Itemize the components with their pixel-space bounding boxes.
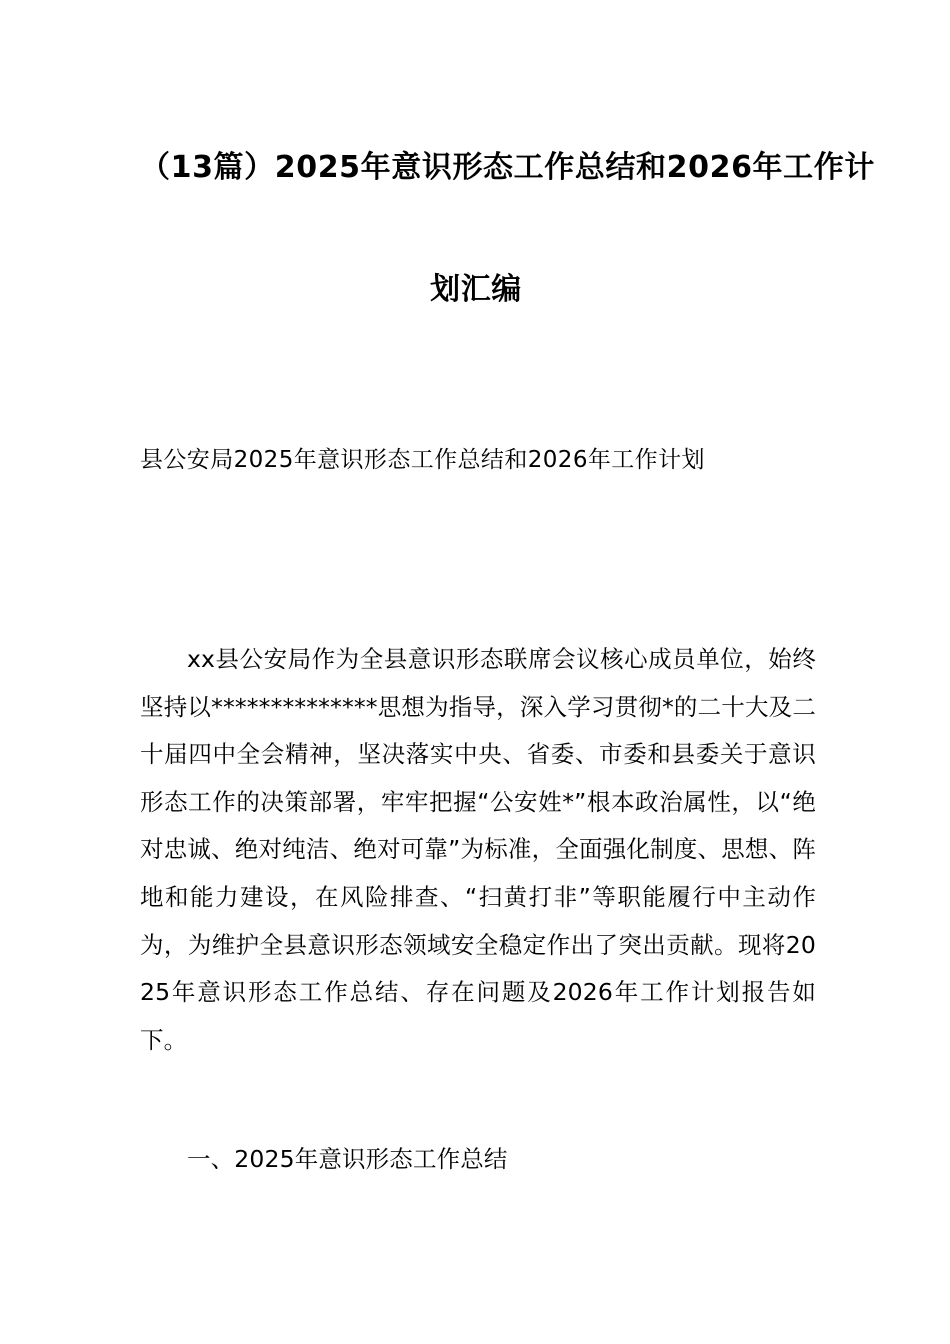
section-heading-1: 一、2025年意识形态工作总结 [187,1145,508,1173]
document-title [140,138,875,320]
document-body [140,636,816,1064]
document-title-line-1: （13篇）2025年意识形态工作总结和2026年工作计 [140,150,875,185]
document-title-line-2: 划汇编 [430,272,522,307]
document-subtitle: 县公安局2025年意识形态工作总结和2026年工作计划 [140,447,705,473]
body-paragraph-1: xx县公安局作为全县意识形态联席会议核心成员单位，始终坚持以**************思想为指导，深入学习贯彻*的二十大及二十届四中全会精神，坚决落实中央、省委、市委和县委关于意识形态工作的决策部署，牢牢把握“公安姓*”根本政治属性，以“绝对忠诚、绝对纯洁、绝对可靠”为标准，全面强化制度、思想、阵地和能力建设，在风险排查、“扫黄打非”等职能履行中主动作为，为维护全县意识形态领域安全稳定作出了突出贡献。现将2025年意识形态工作总结、存在问题及2026年工作计划报告如下。 [140,645,816,1054]
